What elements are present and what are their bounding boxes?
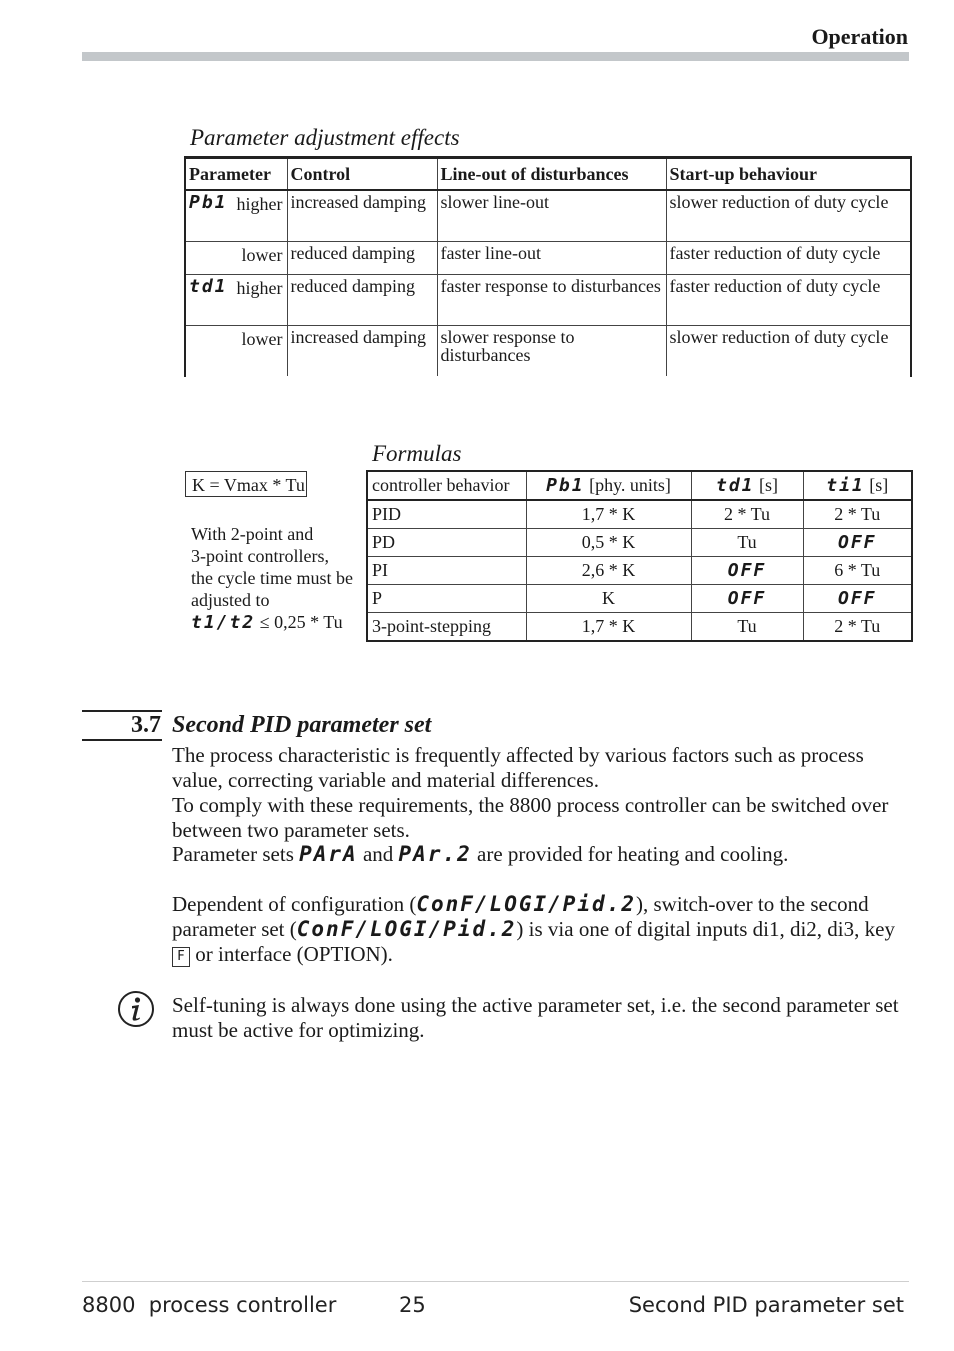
table-row [368, 557, 911, 585]
note-line: With 2-point and [191, 524, 314, 544]
startup-cell: faster reduction of duty cycle [666, 275, 910, 326]
ti1-cell: 6 * Tu [803, 557, 911, 585]
param-direction: higher [236, 194, 283, 214]
control-cell: reduced damping [287, 275, 437, 326]
pb1-cell: 1,7 * K [526, 500, 691, 529]
table-row [186, 275, 910, 326]
pb1-unit: [phy. units] [589, 475, 671, 495]
ti1-cell: OFF [803, 529, 911, 557]
lineout-cell: faster line-out [437, 242, 666, 275]
table-row [186, 242, 910, 275]
note-line: the cycle time must be [191, 568, 353, 588]
adjustment-table-caption: Parameter adjustment effects [190, 125, 460, 150]
td1-cell: OFF [691, 557, 803, 585]
behavior-cell: 3-point-stepping [368, 613, 526, 641]
cycle-time-code: t1/t2 [191, 612, 256, 633]
cycle-time-note [191, 523, 363, 634]
section-number: 3.7 [131, 712, 161, 738]
startup-cell: slower reduction of duty cycle [666, 190, 910, 242]
table-row [368, 585, 911, 613]
control-cell: reduced damping [287, 242, 437, 275]
table-row [186, 190, 910, 242]
param-code: Pb1 [189, 192, 228, 213]
ti1-cell: 2 * Tu [803, 500, 911, 529]
footer-section: Second PID parameter set [628, 1293, 904, 1317]
col-header-pb1 [526, 472, 691, 500]
behavior-cell: P [368, 585, 526, 613]
td1-cell: 2 * Tu [691, 500, 803, 529]
param-code: PArA [299, 842, 358, 866]
param-code: PAr.2 [398, 842, 472, 866]
lineout-cell: faster response to disturbances [437, 275, 666, 326]
col-header-lineout: Line-out of disturbances [437, 159, 666, 190]
adjustment-table [184, 156, 912, 377]
paragraph [172, 892, 902, 967]
header-rule [82, 52, 909, 61]
lineout-cell: slower response to disturbances [437, 326, 666, 377]
text: and [362, 842, 394, 866]
param-direction: lower [241, 329, 283, 349]
header-section-title: Operation [811, 24, 908, 49]
table-row [368, 529, 911, 557]
control-cell: increased damping [287, 326, 437, 377]
table-row [186, 326, 910, 377]
text: ), switch-over to the second parameter set ( [172, 892, 869, 941]
text: Parameter sets [172, 842, 294, 866]
table-row [368, 613, 911, 641]
section-rule-bottom [82, 739, 162, 741]
lineout-cell: slower line-out [437, 190, 666, 242]
param-code: td1 [189, 276, 228, 297]
note-line: adjusted to [191, 590, 270, 610]
paragraph: The process characteristic is frequently affected by various factors such as process value, correcting variable and material differences. [172, 743, 864, 792]
startup-cell: faster reduction of duty cycle [666, 242, 910, 275]
behavior-cell: PD [368, 529, 526, 557]
startup-cell: slower reduction of duty cycle [669, 327, 889, 347]
td1-cell: OFF [691, 585, 803, 613]
param-code: ConF/LOGI/Pid.2 [296, 917, 517, 941]
ti1-code: ti1 [826, 475, 865, 496]
paragraph [172, 842, 902, 867]
footer-rule [82, 1281, 909, 1282]
col-header-td1 [691, 472, 803, 500]
pb1-cell: 1,7 * K [526, 613, 691, 641]
pb1-cell: 2,6 * K [526, 557, 691, 585]
pb1-cell: 0,5 * K [526, 529, 691, 557]
pb1-code: Pb1 [546, 475, 585, 496]
behavior-cell: PI [368, 557, 526, 585]
note-paragraph: Self-tuning is always done using the active parameter set, i.e. the second parameter set must be active for optimizing. [172, 993, 899, 1042]
info-icon [117, 990, 155, 1028]
text: Dependent of configuration ( [172, 892, 417, 916]
param-direction: higher [236, 278, 283, 298]
ti1-unit: [s] [869, 475, 889, 495]
behavior-cell: PID [368, 500, 526, 529]
formulas-caption: Formulas [372, 441, 462, 466]
col-header-ti1 [803, 472, 911, 500]
footer-product: 8800 process controller [82, 1293, 337, 1317]
td1-cell: Tu [691, 529, 803, 557]
td1-unit: [s] [759, 475, 778, 495]
control-cell: increased damping [287, 190, 437, 242]
param-code: ConF/LOGI/Pid.2 [416, 892, 636, 916]
col-header-startup: Start-up behaviour [666, 159, 910, 190]
td1-cell: Tu [691, 613, 803, 641]
ti1-cell: OFF [803, 585, 911, 613]
text: or interface (OPTION). [195, 942, 393, 966]
k-formula-box: K = Vmax * Tu [185, 471, 307, 497]
f-key-icon: F [172, 947, 190, 967]
col-header-control: Control [287, 159, 437, 190]
paragraph: To comply with these requirements, the 8800 process controller can be switched over between two parameter sets. [172, 793, 889, 842]
note-line: 3-point controllers, [191, 546, 329, 566]
ti1-cell: 2 * Tu [834, 616, 881, 636]
formulas-table [366, 470, 913, 642]
param-direction: lower [241, 245, 283, 265]
col-header-behavior: controller behavior [368, 472, 526, 500]
cycle-time-limit: ≤ 0,25 * Tu [259, 612, 343, 632]
col-header-parameter: Parameter [186, 159, 287, 190]
text: ) is via one of digital inputs di1, di2, di3, key [516, 917, 895, 941]
pb1-cell: K [526, 585, 691, 613]
footer-page-number: 25 [399, 1293, 426, 1317]
td1-code: td1 [715, 475, 755, 496]
section-title: Second PID parameter set [172, 712, 432, 738]
text: are provided for heating and cooling. [477, 842, 789, 866]
table-row [368, 500, 911, 529]
